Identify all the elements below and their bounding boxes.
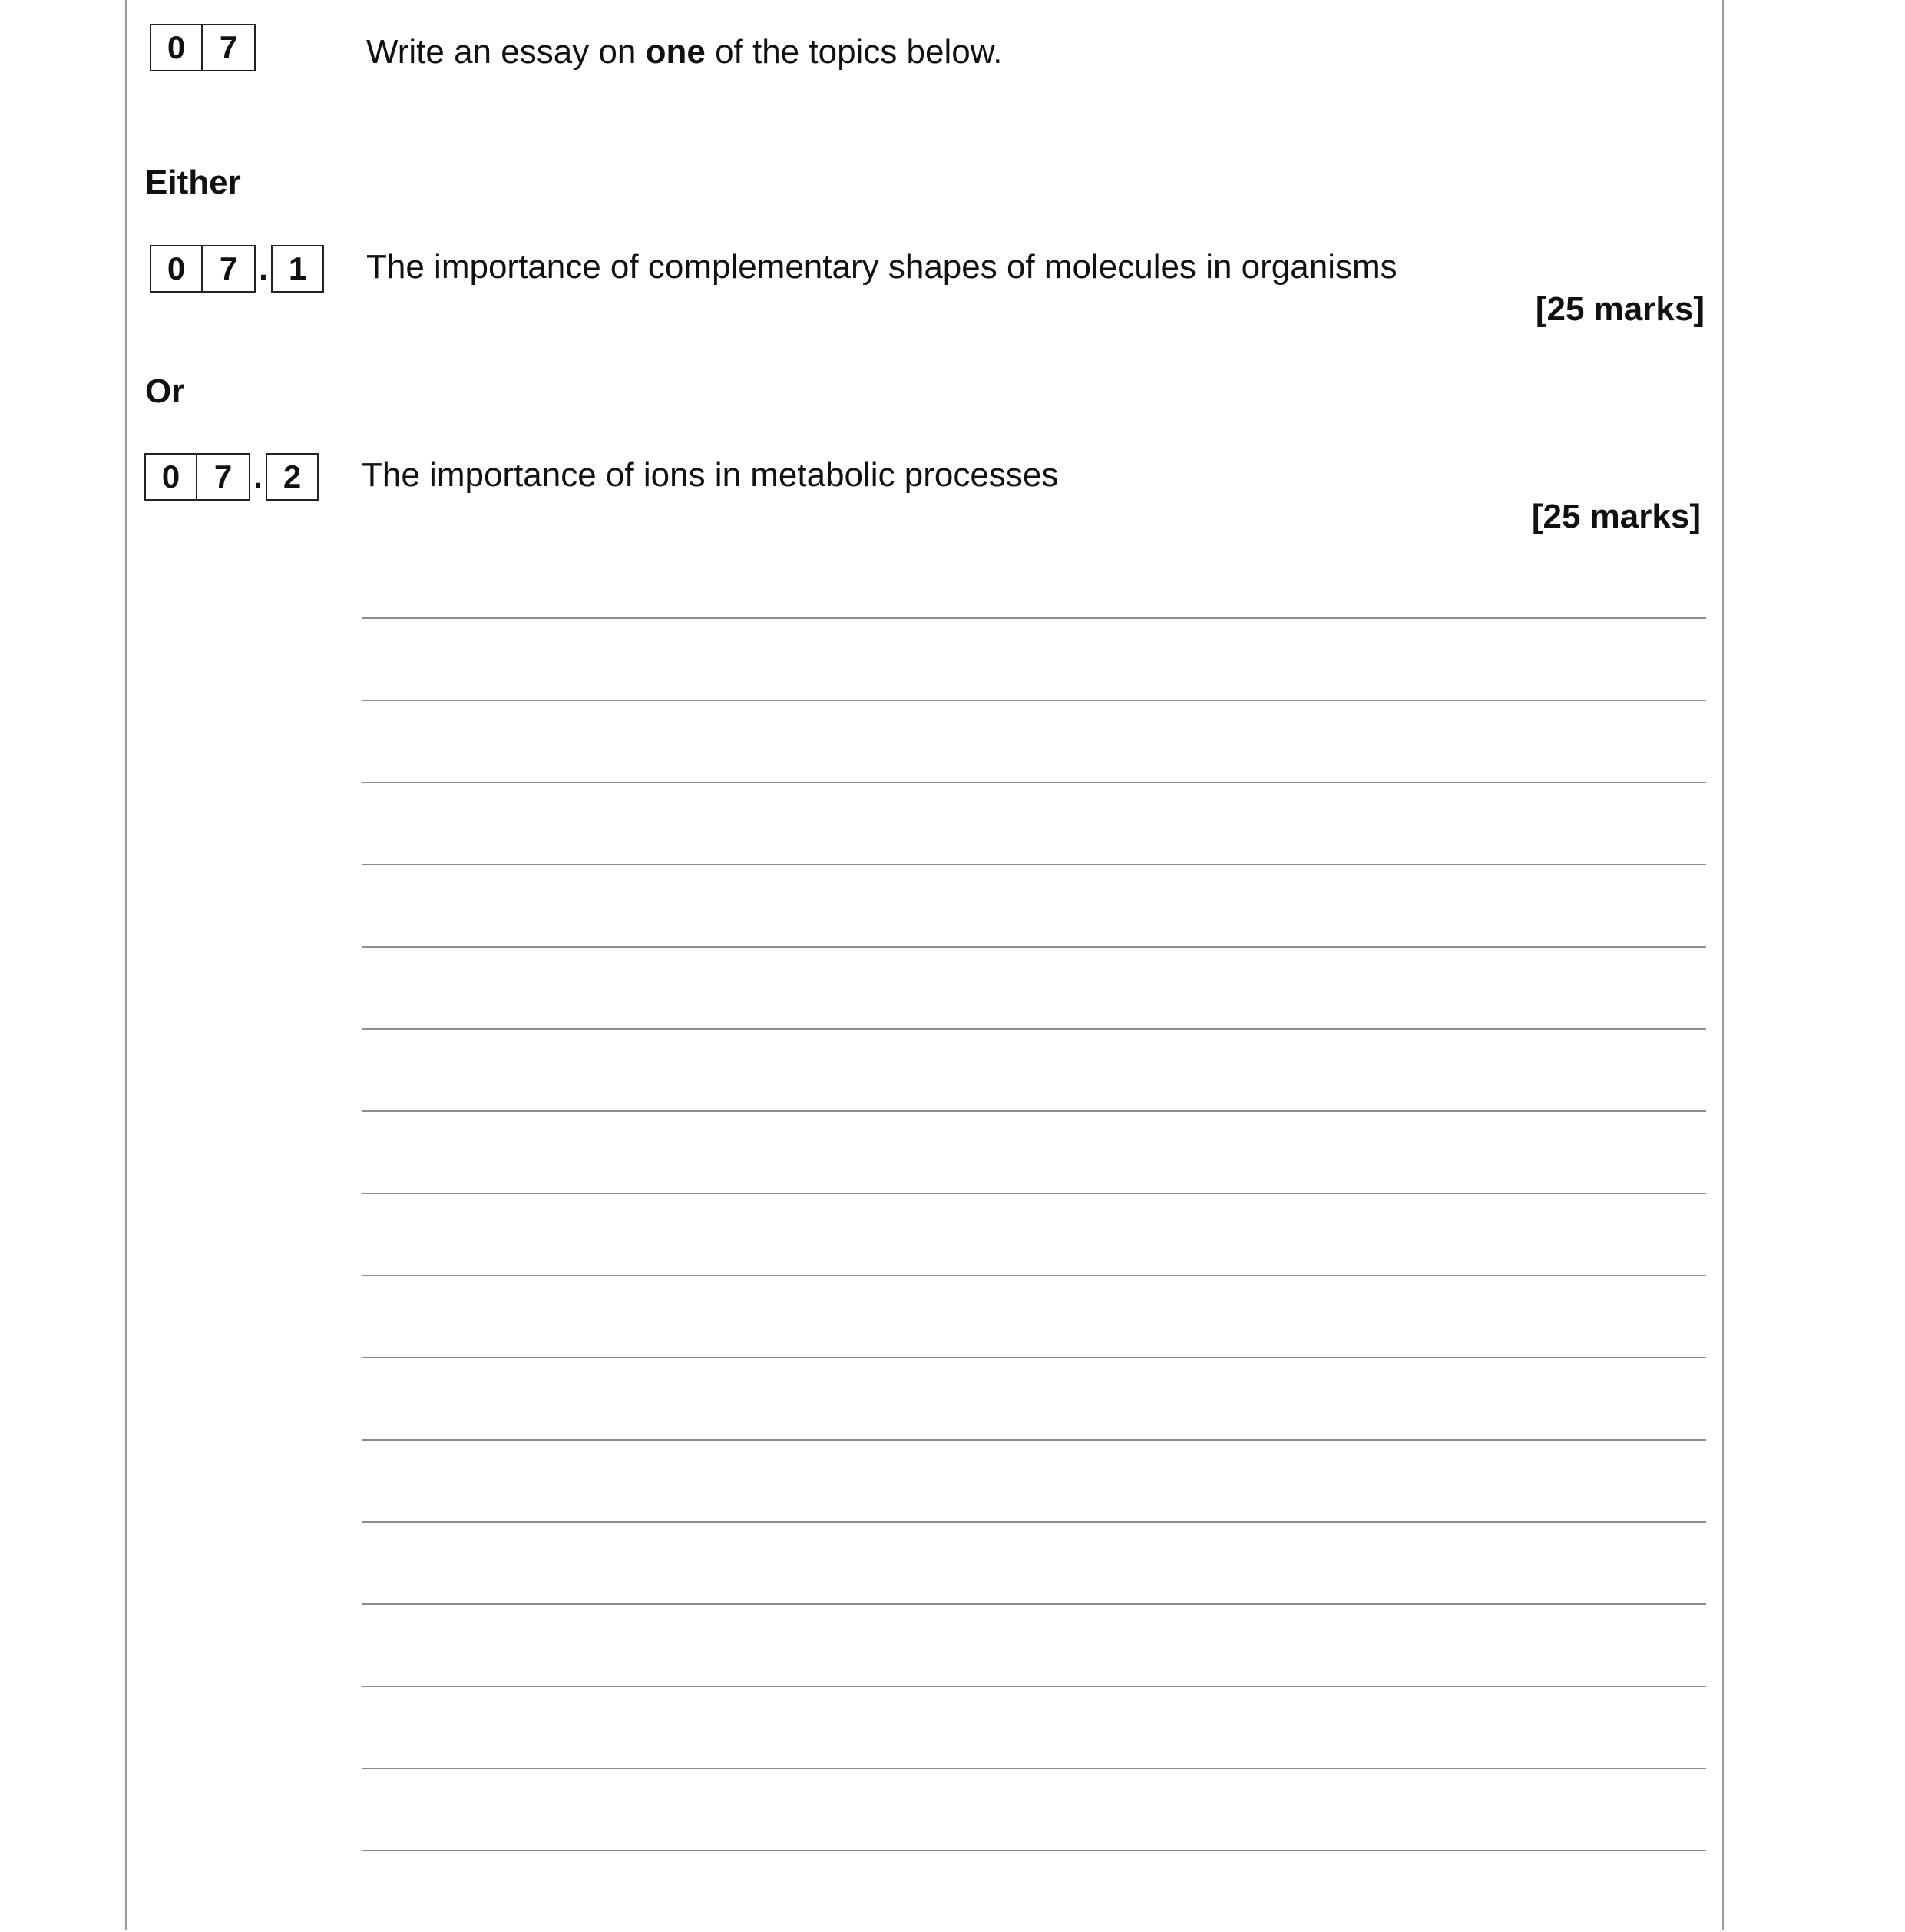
- left-margin-rule: [125, 0, 127, 1930]
- answer-line[interactable]: [362, 1439, 1706, 1521]
- question-number-07-1: [150, 245, 324, 293]
- question-digit-box: 7: [203, 245, 256, 293]
- question-digit-box: 7: [203, 24, 256, 71]
- answer-line[interactable]: [362, 1603, 1706, 1686]
- answer-line[interactable]: [362, 1357, 1706, 1439]
- answer-lines: [362, 617, 1706, 1932]
- question-number-07-2: [144, 453, 319, 501]
- answer-line[interactable]: [362, 1521, 1706, 1603]
- answer-line[interactable]: [362, 700, 1706, 782]
- question-dot: .: [253, 458, 263, 495]
- instruction-suffix: of the topics below.: [715, 33, 1003, 71]
- answer-line[interactable]: [362, 1686, 1706, 1768]
- question-instruction: [366, 35, 1002, 69]
- answer-line[interactable]: [362, 1110, 1706, 1193]
- instruction-prefix: Write an essay on: [366, 33, 637, 71]
- question-digit-box: 0: [150, 245, 203, 293]
- right-margin-rule: [1722, 0, 1724, 1930]
- question-dot: .: [259, 250, 268, 286]
- option-topic-1: The importance of complementary shapes of molecules in organisms: [366, 248, 1397, 286]
- question-part-box: 1: [271, 245, 324, 293]
- option-topic-2: The importance of ions in metabolic processes: [362, 456, 1059, 494]
- answer-line[interactable]: [362, 1850, 1706, 1932]
- answer-line[interactable]: [362, 1193, 1706, 1275]
- answer-line[interactable]: [362, 864, 1706, 946]
- question-number-07: [150, 24, 256, 71]
- question-digit-box: 0: [144, 453, 197, 501]
- question-digit-box: 0: [150, 24, 203, 71]
- option-marks-2: [25 marks]: [1531, 498, 1701, 535]
- answer-line[interactable]: [362, 946, 1706, 1028]
- or-label: Or: [145, 372, 185, 410]
- answer-line[interactable]: [362, 1768, 1706, 1850]
- answer-line[interactable]: [362, 617, 1706, 700]
- answer-line[interactable]: [362, 1275, 1706, 1357]
- option-marks-1: [25 marks]: [1535, 290, 1705, 328]
- question-digit-box: 7: [197, 453, 250, 501]
- either-label: Either: [145, 164, 241, 201]
- question-part-box: 2: [266, 453, 319, 501]
- answer-line[interactable]: [362, 782, 1706, 864]
- instruction-emphasis: one: [645, 33, 706, 71]
- answer-line[interactable]: [362, 1028, 1706, 1110]
